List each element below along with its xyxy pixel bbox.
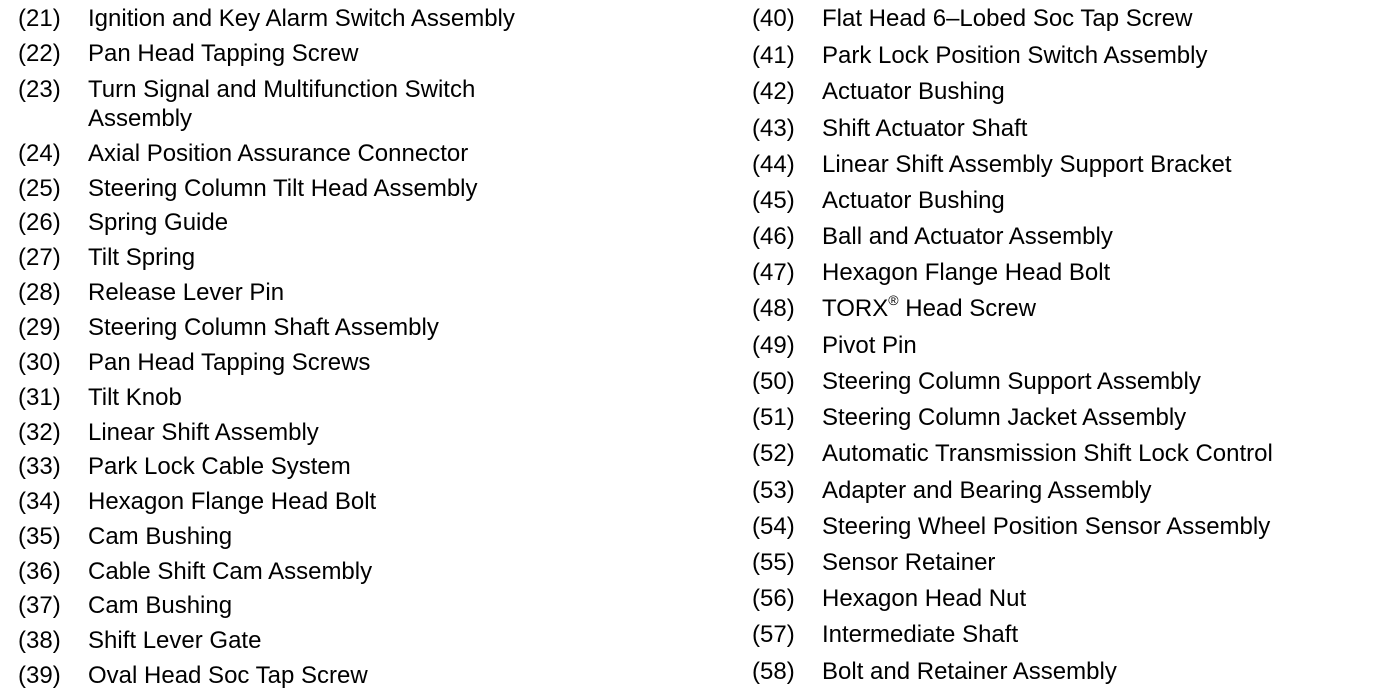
item-label-text: Linear Shift Assembly Support Bracket xyxy=(822,151,1232,178)
item-label xyxy=(88,208,228,237)
item-label xyxy=(88,661,368,690)
item-label-text: Bolt and Retainer Assembly xyxy=(822,658,1117,685)
item-number: (34) xyxy=(18,488,61,515)
item-number: (50) xyxy=(752,368,795,395)
item-label-text: Automatic Transmission Shift Lock Control xyxy=(822,440,1273,467)
item-number: (56) xyxy=(752,585,795,612)
item-label-line xyxy=(822,258,1110,287)
parts-list-item xyxy=(18,557,372,586)
item-label xyxy=(822,439,1273,468)
parts-list-item xyxy=(752,186,1005,215)
item-label-line xyxy=(88,4,515,33)
item-label xyxy=(822,331,917,360)
item-label-text: TORX xyxy=(822,295,889,322)
item-label-line xyxy=(822,403,1186,432)
item-label-line xyxy=(88,348,370,377)
parts-list-item xyxy=(752,584,1026,613)
parts-list-item xyxy=(18,626,261,655)
item-label xyxy=(88,39,358,68)
item-label-text: Pan Head Tapping Screw xyxy=(88,40,359,67)
parts-list-item xyxy=(752,657,1117,686)
item-label-text: Park Lock Cable System xyxy=(88,453,351,480)
item-label-line xyxy=(88,139,468,168)
parts-list-item xyxy=(752,150,1232,179)
parts-list-item xyxy=(18,278,284,307)
item-label-line xyxy=(88,383,182,412)
item-number: (43) xyxy=(752,115,795,142)
item-number: (52) xyxy=(752,440,795,467)
item-label xyxy=(88,139,468,168)
item-number: (54) xyxy=(752,513,795,540)
parts-list-item xyxy=(18,39,358,68)
item-number: (44) xyxy=(752,151,795,178)
parts-list-item xyxy=(18,452,351,481)
item-number: (30) xyxy=(18,349,61,376)
item-number: (42) xyxy=(752,78,795,105)
item-label-text: Steering Column Jacket Assembly xyxy=(822,404,1187,431)
item-number: (24) xyxy=(18,140,61,167)
item-number: (51) xyxy=(752,404,795,431)
item-label xyxy=(88,418,319,447)
item-label xyxy=(822,258,1110,287)
item-label-line xyxy=(88,591,232,620)
item-label xyxy=(822,548,995,577)
item-number: (39) xyxy=(18,662,61,689)
parts-list-item xyxy=(18,348,370,377)
item-label-line xyxy=(88,243,195,272)
item-number: (41) xyxy=(752,42,795,69)
item-label xyxy=(822,150,1232,179)
item-label-text: Release Lever Pin xyxy=(88,279,285,306)
item-label-line xyxy=(822,331,917,360)
item-label-line xyxy=(88,174,478,203)
item-number: (46) xyxy=(752,223,795,250)
parts-list-item xyxy=(18,418,319,447)
parts-list-item xyxy=(18,661,368,690)
item-label xyxy=(88,75,475,133)
item-number: (49) xyxy=(752,332,795,359)
item-label-text: Ball and Actuator Assembly xyxy=(822,223,1113,250)
item-label-line xyxy=(88,313,439,342)
item-label-text-suffix: Head Screw xyxy=(898,295,1036,322)
item-label-text: Actuator Bushing xyxy=(822,78,1005,105)
registered-trademark-mark: ® xyxy=(888,292,899,308)
item-label-line xyxy=(822,222,1113,251)
parts-list-item xyxy=(752,476,1152,505)
item-number: (45) xyxy=(752,187,795,214)
item-label-line xyxy=(88,522,232,551)
item-label-text: Hexagon Head Nut xyxy=(822,585,1027,612)
item-label-line xyxy=(88,626,261,655)
parts-list-item xyxy=(752,258,1110,287)
item-label xyxy=(88,452,351,481)
item-label xyxy=(822,77,1005,106)
item-label xyxy=(822,657,1117,686)
item-number: (36) xyxy=(18,558,61,585)
item-label-line xyxy=(88,104,475,133)
item-label xyxy=(88,383,182,412)
item-label xyxy=(822,403,1186,432)
item-label-line xyxy=(88,487,376,516)
item-label-line xyxy=(88,39,358,68)
item-label-line xyxy=(822,476,1152,505)
item-number: (37) xyxy=(18,592,61,619)
parts-list-item xyxy=(18,243,195,272)
item-number: (28) xyxy=(18,279,61,306)
item-number: (58) xyxy=(752,658,795,685)
item-label-text: Steering Column Support Assembly xyxy=(822,368,1201,395)
parts-list-item xyxy=(18,208,228,237)
parts-list-item xyxy=(18,139,468,168)
item-label xyxy=(88,348,370,377)
parts-list-item xyxy=(18,174,478,203)
item-number: (29) xyxy=(18,314,61,341)
parts-list-item xyxy=(752,620,1018,649)
item-label xyxy=(88,522,232,551)
item-label-text: Steering Wheel Position Sensor Assembly xyxy=(822,513,1271,540)
parts-list-item xyxy=(18,75,475,133)
item-number: (40) xyxy=(752,5,795,32)
item-label-text: Oval Head Soc Tap Screw xyxy=(88,662,368,689)
item-label xyxy=(822,222,1113,251)
item-label xyxy=(822,476,1152,505)
item-label-text: Flat Head 6–Lobed Soc Tap Screw xyxy=(822,5,1193,32)
item-label xyxy=(88,174,478,203)
item-label xyxy=(88,487,376,516)
parts-list-item xyxy=(18,522,232,551)
parts-list-item xyxy=(752,331,917,360)
item-label-line xyxy=(822,114,1027,143)
item-number: (21) xyxy=(18,5,61,32)
item-number: (22) xyxy=(18,40,61,67)
item-label xyxy=(88,243,195,272)
item-number: (57) xyxy=(752,621,795,648)
item-label-line xyxy=(88,278,284,307)
item-label xyxy=(822,41,1208,70)
item-label-text: Assembly xyxy=(88,105,193,132)
item-label-text: Spring Guide xyxy=(88,209,229,236)
item-number: (25) xyxy=(18,175,61,202)
item-number: (31) xyxy=(18,384,61,411)
item-label-line xyxy=(822,657,1117,686)
item-label-text: Steering Column Shaft Assembly xyxy=(88,314,439,341)
item-number: (32) xyxy=(18,419,61,446)
item-label-line xyxy=(88,661,368,690)
item-number: (33) xyxy=(18,453,61,480)
parts-list-item xyxy=(752,222,1113,251)
item-label-text: Pivot Pin xyxy=(822,332,917,359)
item-label-line xyxy=(822,150,1232,179)
item-number: (47) xyxy=(752,259,795,286)
item-label-line xyxy=(88,75,475,104)
item-label-line xyxy=(822,186,1005,215)
item-number: (55) xyxy=(752,549,795,576)
item-label xyxy=(822,512,1270,541)
parts-list-item xyxy=(752,77,1005,106)
item-label xyxy=(88,4,515,33)
parts-list-item xyxy=(752,41,1208,70)
item-number: (35) xyxy=(18,523,61,550)
item-label-line xyxy=(822,439,1273,468)
item-label xyxy=(88,313,439,342)
parts-list-item xyxy=(18,4,515,33)
item-label-text: Steering Column Tilt Head Assembly xyxy=(88,175,478,202)
item-label xyxy=(822,367,1201,396)
item-number: (38) xyxy=(18,627,61,654)
item-label-line xyxy=(88,418,319,447)
parts-list-item xyxy=(752,439,1273,468)
item-label-text: Pan Head Tapping Screws xyxy=(88,349,371,376)
item-label-text: Tilt Knob xyxy=(88,384,182,411)
item-label-text: Turn Signal and Multifunction Switch xyxy=(88,76,476,103)
item-label xyxy=(88,626,261,655)
item-label xyxy=(822,4,1192,33)
item-number: (48) xyxy=(752,295,795,322)
item-label-line xyxy=(822,41,1208,70)
item-label-text: Sensor Retainer xyxy=(822,549,996,576)
item-label-text: Ignition and Key Alarm Switch Assembly xyxy=(88,5,515,32)
item-label-line xyxy=(822,4,1192,33)
item-number: (26) xyxy=(18,209,61,236)
parts-list-item xyxy=(752,403,1186,432)
item-label-text: Tilt Spring xyxy=(88,244,196,271)
item-label-line xyxy=(88,208,228,237)
item-label xyxy=(822,294,1036,323)
parts-list-item xyxy=(752,548,995,577)
parts-list-item xyxy=(752,512,1270,541)
item-number: (53) xyxy=(752,477,795,504)
item-label-text: Actuator Bushing xyxy=(822,187,1005,214)
item-label-text: Cam Bushing xyxy=(88,523,233,550)
item-label xyxy=(88,557,372,586)
parts-list-item xyxy=(752,114,1027,143)
item-label-text: Axial Position Assurance Connector xyxy=(88,140,469,167)
item-label-text: Hexagon Flange Head Bolt xyxy=(822,259,1111,286)
item-label-text: Hexagon Flange Head Bolt xyxy=(88,488,377,515)
item-label-text: Intermediate Shaft xyxy=(822,621,1019,648)
item-label xyxy=(822,584,1026,613)
item-label xyxy=(822,186,1005,215)
item-label-line xyxy=(822,620,1018,649)
item-label xyxy=(88,591,232,620)
parts-list-item xyxy=(752,294,1036,323)
item-label-text: Shift Lever Gate xyxy=(88,627,262,654)
parts-list-item xyxy=(752,367,1201,396)
item-label-line xyxy=(822,512,1270,541)
item-label-text: Shift Actuator Shaft xyxy=(822,115,1028,142)
item-label-text: Park Lock Position Switch Assembly xyxy=(822,42,1208,69)
item-number: (27) xyxy=(18,244,61,271)
item-label-line xyxy=(822,77,1005,106)
item-label-line xyxy=(822,367,1201,396)
parts-list-item xyxy=(18,313,439,342)
parts-list-item xyxy=(18,487,376,516)
item-label xyxy=(88,278,284,307)
item-label xyxy=(822,620,1018,649)
item-label-line xyxy=(822,584,1026,613)
item-number: (23) xyxy=(18,76,61,103)
item-label-line xyxy=(88,452,351,481)
parts-list-item xyxy=(18,591,232,620)
item-label xyxy=(822,114,1027,143)
item-label-line xyxy=(822,294,1036,323)
item-label-text: Cable Shift Cam Assembly xyxy=(88,558,373,585)
item-label-line xyxy=(822,548,995,577)
item-label-line xyxy=(88,557,372,586)
item-label-text: Cam Bushing xyxy=(88,592,233,619)
item-label-text: Linear Shift Assembly xyxy=(88,419,319,446)
item-label-text: Adapter and Bearing Assembly xyxy=(822,477,1152,504)
parts-list-item xyxy=(18,383,182,412)
parts-list-item xyxy=(752,4,1192,33)
